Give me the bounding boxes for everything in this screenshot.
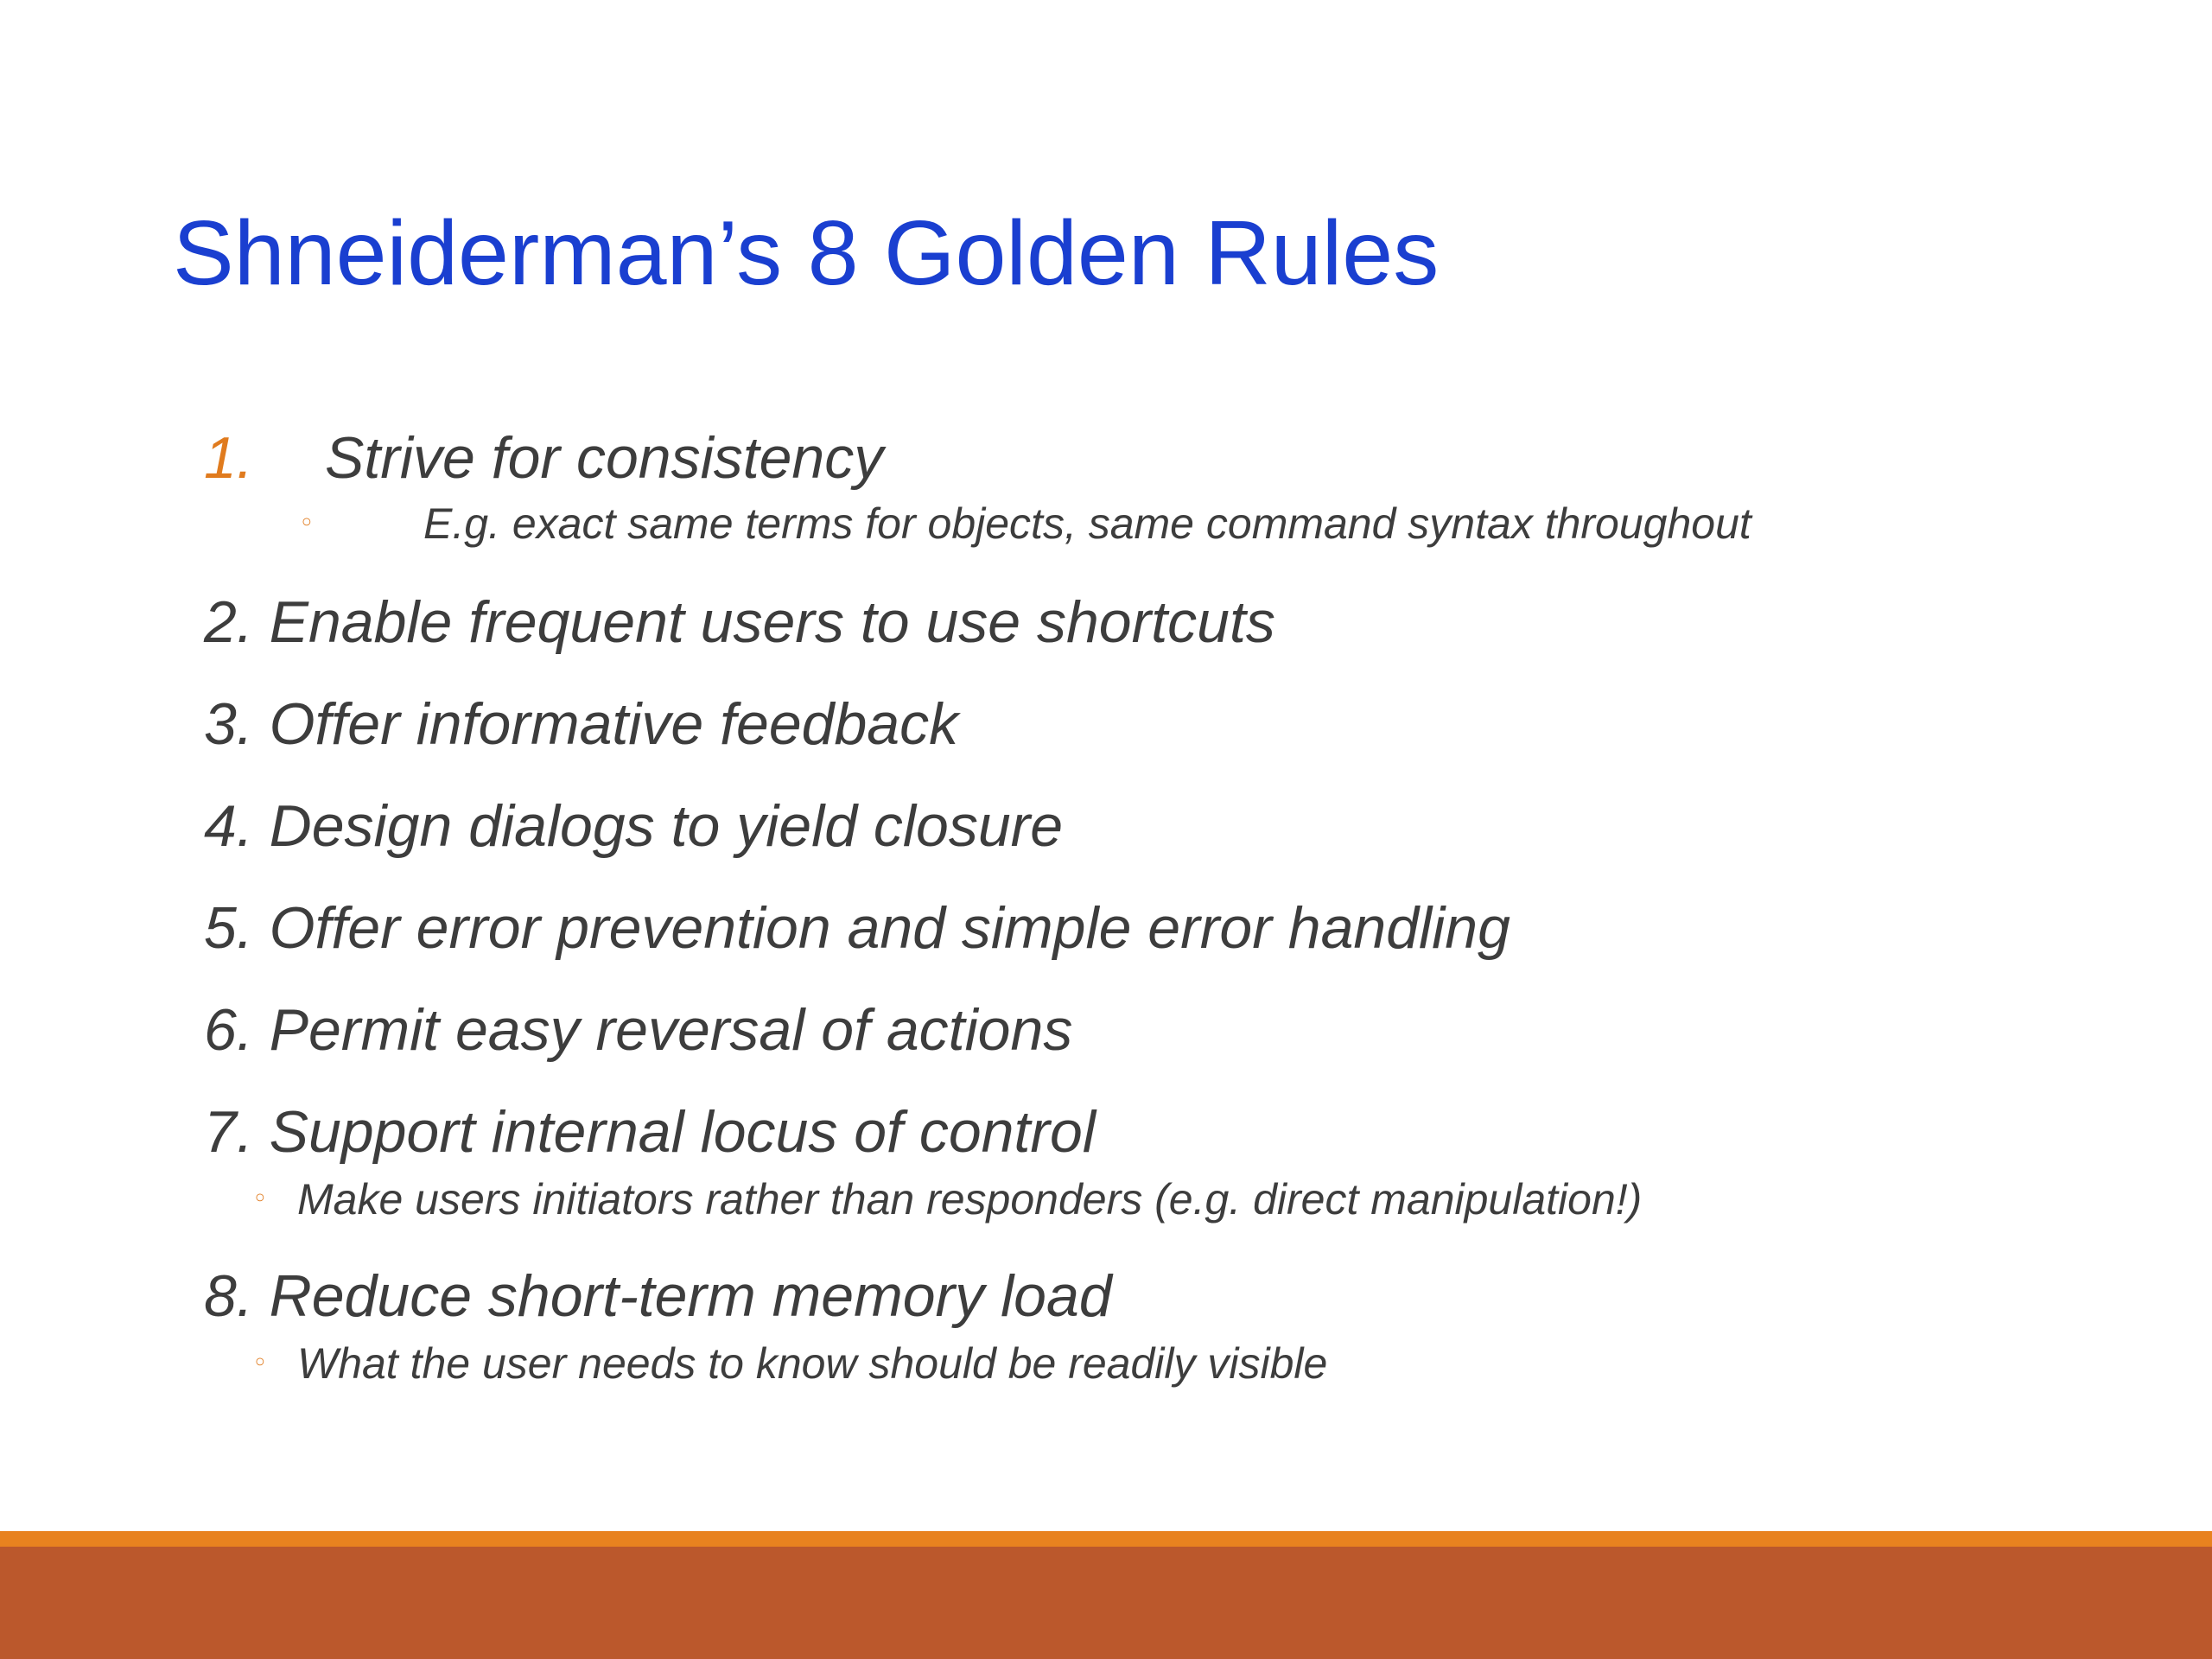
rule-8-text: Reduce short-term memory load <box>269 1263 1112 1329</box>
rule-6-number: 6. <box>204 997 253 1063</box>
rule-1-text: Strive for consistency <box>325 425 884 491</box>
rule-5-number: 5. <box>204 895 253 961</box>
rule-4-number: 4. <box>204 793 253 859</box>
rule-6 <box>204 994 1072 1066</box>
rule-7-text: Support internal locus of control <box>269 1099 1096 1165</box>
rule-1-subpoint: E.g. exact same terms for objects, same command syntax throughout <box>423 499 1751 548</box>
rule-8-subpoint: What the user needs to know should be readily visible <box>297 1339 1328 1388</box>
sub-bullet-icon: ◦ <box>252 1184 268 1214</box>
rule-3-number: 3. <box>204 691 253 757</box>
sub-bullet-icon: ◦ <box>299 508 315 538</box>
rule-6-text: Permit easy reversal of actions <box>269 997 1073 1063</box>
rule-8-number: 8. <box>204 1263 253 1329</box>
rule-2-text: Enable frequent users to use shortcuts <box>269 589 1275 655</box>
rule-4 <box>204 790 1063 862</box>
rule-5-text: Offer error prevention and simple error handling <box>269 895 1510 961</box>
rule-7-subpoint: Make users initiators rather than responders (e.g. direct manipulation!) <box>297 1175 1643 1224</box>
rule-3 <box>204 688 958 760</box>
rule-7 <box>204 1096 1096 1168</box>
sub-bullet-icon: ◦ <box>252 1348 268 1378</box>
rule-1-number: 1. <box>204 425 253 491</box>
rule-8 <box>204 1260 1112 1332</box>
rule-4-text: Design dialogs to yield closure <box>269 793 1064 859</box>
rule-3-text: Offer informative feedback <box>269 691 959 757</box>
footer-band <box>0 1547 2212 1659</box>
rule-2-number: 2. <box>204 589 253 655</box>
rule-2 <box>204 586 1275 658</box>
rule-1 <box>204 422 253 494</box>
rule-7-number: 7. <box>204 1099 253 1165</box>
rule-5 <box>204 892 1510 964</box>
footer-accent-line <box>0 1531 2212 1547</box>
slide-title: Shneiderman’s 8 Golden Rules <box>173 202 1440 304</box>
